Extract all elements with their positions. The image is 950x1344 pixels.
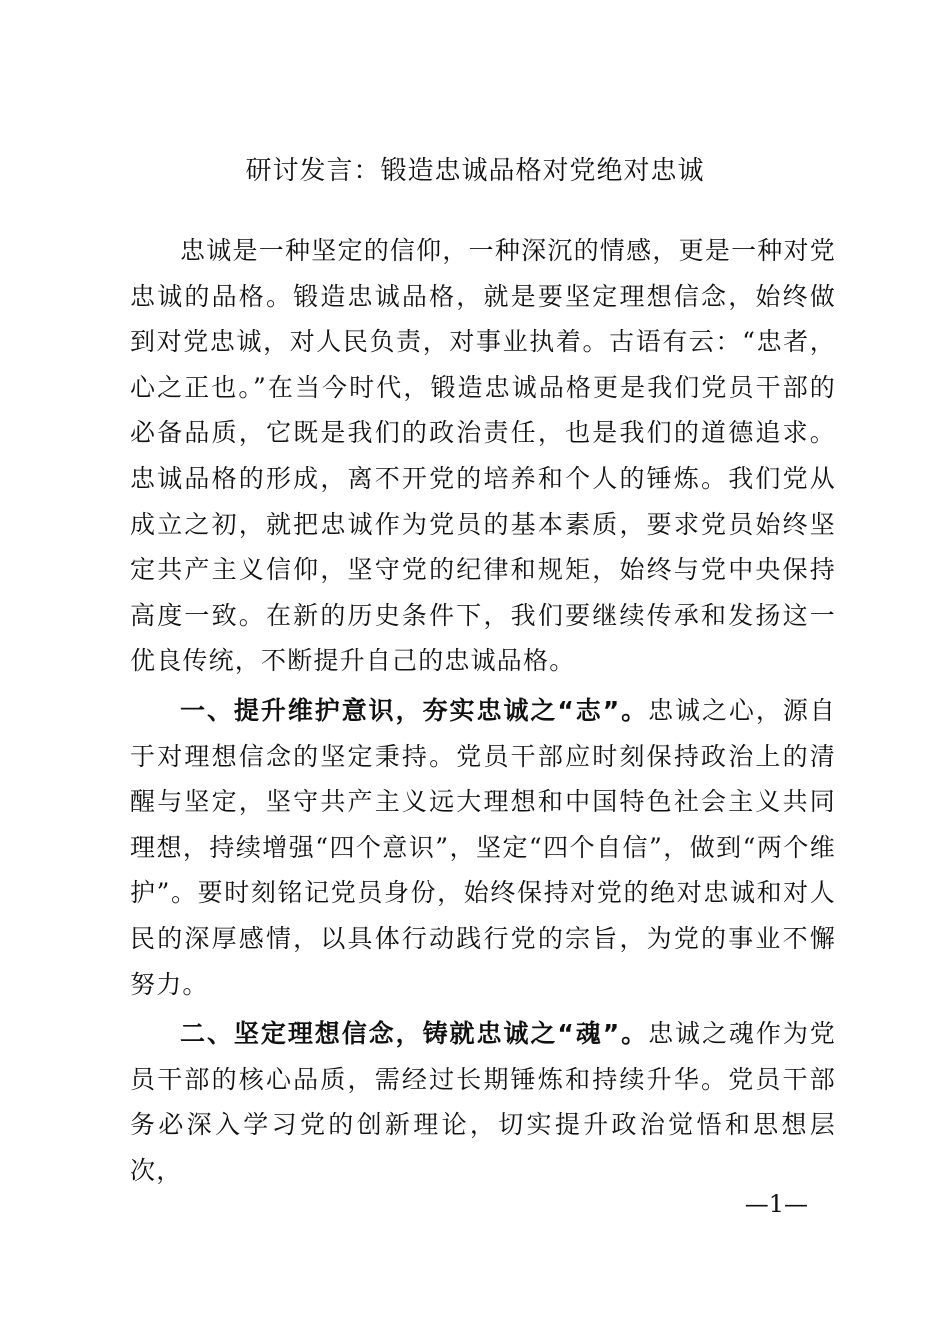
paragraph-intro: [130, 228, 836, 684]
document-body: [130, 228, 836, 1197]
paragraph-section-one: [130, 688, 836, 1007]
page-number: —1—: [744, 1190, 808, 1218]
document-title: 研讨发言：锻造忠诚品格对党绝对忠诚: [245, 156, 705, 186]
paragraph-text: 忠诚是一种坚定的信仰，一种深沉的情感，更是一种对党忠诚的品格。锻造忠诚品格，就是要坚定理想信念，始终做到对党忠诚，对人民负责，对事业执着。古语有云：“忠者，心之正也。”在当今时代，锻造忠诚品格更是我们党员干部的必备品质，它既是我们的政治责任，也是我们的道德追求。忠诚品格的形成，离不开党的培养和个人的锤炼。我们党从成立之初，就把忠诚作为党员的基本素质，要求党员始终坚定共产主义信仰，坚守党的纪律和规矩，始终与党中央保持高度一致。在新的历史条件下，我们要继续传承和发扬这一优良传统，不断提升自己的忠诚品格。: [130, 236, 836, 676]
paragraph-section-two: [130, 1011, 836, 1193]
section-two-text: 忠诚之魂作为党员干部的核心品质，需经过长期锤炼和持续升华。党员干部务必深入学习党的创新理论，切实提升政治觉悟和思想层次，: [130, 1019, 836, 1185]
section-one-heading: 一、提升维护意识，夯实忠诚之“志”。: [180, 695, 649, 725]
section-one-text: 忠诚之心，源自于对理想信念的坚定秉持。党员干部应时刻保持政治上的清醒与坚定，坚守共产主义远大理想和中国特色社会主义共同理想，持续增强“四个意识”，坚定“四个自信”，做到“两个维护”。要时刻铭记党员身份，始终保持对党的绝对忠诚和对人民的深厚感情，以具体行动践行党的宗旨，为党的事业不懈努力。: [130, 695, 836, 999]
section-two-heading: 二、坚定理想信念，铸就忠诚之“魂”。: [180, 1019, 649, 1049]
